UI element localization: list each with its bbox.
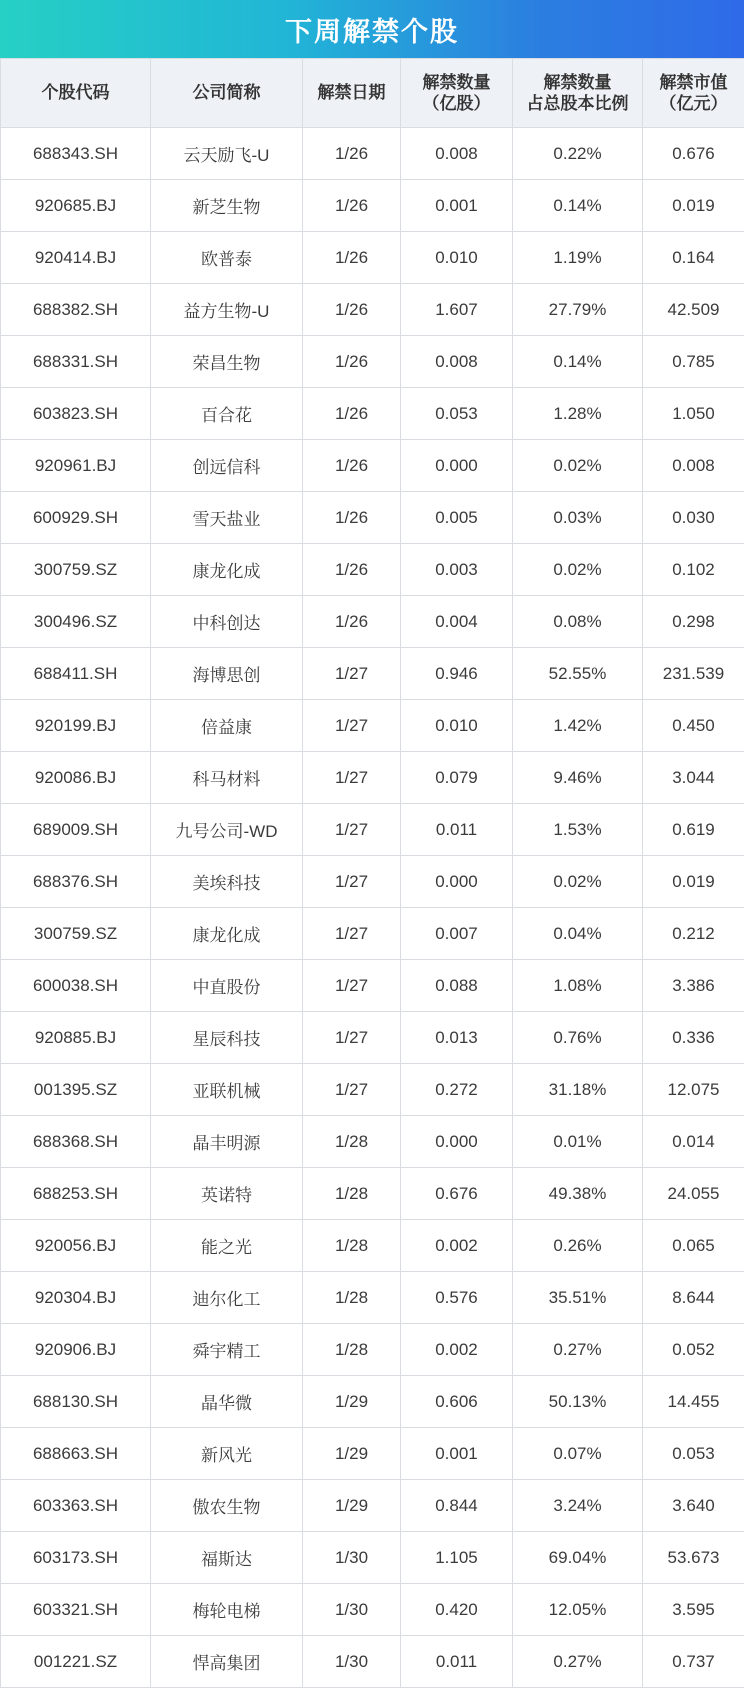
cell-unlock-market-value: 8.644 [643,1272,744,1324]
table-row [1,1376,744,1428]
cell-unlock-ratio: 3.24% [513,1480,643,1532]
cell-unlock-date: 1/29 [303,1376,401,1428]
page-title-bar [0,0,744,58]
table-row [1,700,744,752]
cell-company-name: 欧普泰 [151,232,303,284]
cell-unlock-quantity: 0.011 [401,1636,513,1688]
cell-unlock-quantity: 0.010 [401,232,513,284]
table-row [1,648,744,700]
cell-stock-code: 688411.SH [1,648,151,700]
cell-unlock-date: 1/28 [303,1220,401,1272]
cell-company-name: 科马材料 [151,752,303,804]
table-row [1,960,744,1012]
cell-stock-code: 688368.SH [1,1116,151,1168]
column-header-name-line1: 公司简称 [193,83,261,102]
cell-unlock-ratio: 0.02% [513,856,643,908]
table-row [1,804,744,856]
cell-unlock-quantity: 0.010 [401,700,513,752]
cell-stock-code: 688253.SH [1,1168,151,1220]
cell-company-name: 康龙化成 [151,908,303,960]
cell-unlock-quantity: 0.013 [401,1012,513,1064]
cell-unlock-market-value: 0.030 [643,492,744,544]
cell-unlock-quantity: 0.420 [401,1584,513,1636]
cell-unlock-ratio: 49.38% [513,1168,643,1220]
table-header [1,59,744,128]
table-row [1,1064,744,1116]
cell-unlock-date: 1/27 [303,908,401,960]
table-row [1,232,744,284]
column-header-code [1,59,151,128]
table-row [1,284,744,336]
cell-unlock-quantity: 0.004 [401,596,513,648]
cell-company-name: 梅轮电梯 [151,1584,303,1636]
table-row [1,388,744,440]
cell-unlock-market-value: 0.450 [643,700,744,752]
cell-unlock-ratio: 69.04% [513,1532,643,1584]
cell-company-name: 能之光 [151,1220,303,1272]
cell-unlock-market-value: 0.619 [643,804,744,856]
cell-unlock-market-value: 3.386 [643,960,744,1012]
table-row [1,1324,744,1376]
cell-stock-code: 603173.SH [1,1532,151,1584]
table-row [1,544,744,596]
cell-stock-code: 920906.BJ [1,1324,151,1376]
cell-unlock-ratio: 0.27% [513,1324,643,1376]
cell-unlock-quantity: 0.844 [401,1480,513,1532]
table-body [1,128,744,1688]
cell-unlock-date: 1/30 [303,1584,401,1636]
cell-unlock-ratio: 52.55% [513,648,643,700]
cell-unlock-date: 1/27 [303,804,401,856]
table-row [1,596,744,648]
cell-unlock-market-value: 0.019 [643,180,744,232]
cell-unlock-date: 1/26 [303,128,401,180]
cell-unlock-ratio: 1.08% [513,960,643,1012]
table-row [1,1584,744,1636]
cell-unlock-quantity: 0.000 [401,856,513,908]
cell-stock-code: 920086.BJ [1,752,151,804]
cell-unlock-quantity: 0.003 [401,544,513,596]
cell-stock-code: 920304.BJ [1,1272,151,1324]
cell-unlock-quantity: 0.001 [401,180,513,232]
cell-unlock-quantity: 0.000 [401,440,513,492]
cell-stock-code: 300759.SZ [1,908,151,960]
cell-unlock-market-value: 12.075 [643,1064,744,1116]
table-row [1,1168,744,1220]
table-row [1,440,744,492]
cell-company-name: 中科创达 [151,596,303,648]
cell-unlock-market-value: 0.065 [643,1220,744,1272]
cell-unlock-market-value: 3.640 [643,1480,744,1532]
column-header-value [643,59,744,128]
cell-company-name: 云天励飞-U [151,128,303,180]
page-title: 下周解禁个股 [285,10,459,49]
cell-unlock-market-value: 0.052 [643,1324,744,1376]
cell-unlock-market-value: 0.336 [643,1012,744,1064]
cell-unlock-quantity: 1.607 [401,284,513,336]
cell-stock-code: 688331.SH [1,336,151,388]
cell-company-name: 创远信科 [151,440,303,492]
table-row [1,752,744,804]
cell-unlock-market-value: 1.050 [643,388,744,440]
cell-unlock-quantity: 0.676 [401,1168,513,1220]
cell-unlock-market-value: 3.044 [643,752,744,804]
cell-unlock-date: 1/27 [303,960,401,1012]
table-row [1,336,744,388]
cell-unlock-ratio: 0.07% [513,1428,643,1480]
cell-company-name: 英诺特 [151,1168,303,1220]
cell-company-name: 舜宇精工 [151,1324,303,1376]
cell-unlock-ratio: 0.02% [513,440,643,492]
column-header-ratio-line2: 占总股本比例 [514,93,641,114]
cell-unlock-ratio: 31.18% [513,1064,643,1116]
cell-stock-code: 920056.BJ [1,1220,151,1272]
cell-unlock-ratio: 0.14% [513,336,643,388]
cell-stock-code: 688130.SH [1,1376,151,1428]
table-row [1,1636,744,1688]
cell-unlock-ratio: 0.22% [513,128,643,180]
cell-unlock-market-value: 0.737 [643,1636,744,1688]
cell-unlock-quantity: 0.946 [401,648,513,700]
column-header-value-line2: （亿元） [644,93,743,114]
cell-unlock-quantity: 0.000 [401,1116,513,1168]
cell-unlock-market-value: 42.509 [643,284,744,336]
cell-company-name: 九号公司-WD [151,804,303,856]
cell-stock-code: 300496.SZ [1,596,151,648]
table-row [1,128,744,180]
cell-company-name: 悍高集团 [151,1636,303,1688]
cell-unlock-date: 1/28 [303,1116,401,1168]
cell-unlock-quantity: 0.079 [401,752,513,804]
cell-unlock-quantity: 0.008 [401,128,513,180]
cell-unlock-date: 1/27 [303,1012,401,1064]
cell-stock-code: 688382.SH [1,284,151,336]
table-row [1,856,744,908]
cell-unlock-ratio: 0.26% [513,1220,643,1272]
table-row [1,1480,744,1532]
cell-unlock-quantity: 0.007 [401,908,513,960]
cell-company-name: 亚联机械 [151,1064,303,1116]
cell-company-name: 傲农生物 [151,1480,303,1532]
cell-unlock-market-value: 231.539 [643,648,744,700]
cell-stock-code: 603363.SH [1,1480,151,1532]
column-header-ratio-line1: 解禁数量 [544,73,612,92]
cell-unlock-ratio: 50.13% [513,1376,643,1428]
cell-stock-code: 920414.BJ [1,232,151,284]
cell-unlock-quantity: 1.105 [401,1532,513,1584]
cell-company-name: 康龙化成 [151,544,303,596]
cell-unlock-date: 1/30 [303,1636,401,1688]
cell-unlock-date: 1/26 [303,336,401,388]
unlock-stocks-table [0,58,744,1688]
cell-company-name: 雪天盐业 [151,492,303,544]
table-row [1,1272,744,1324]
column-header-value-line1: 解禁市值 [660,73,728,92]
cell-unlock-date: 1/26 [303,596,401,648]
cell-unlock-ratio: 0.08% [513,596,643,648]
cell-unlock-market-value: 0.164 [643,232,744,284]
cell-stock-code: 920685.BJ [1,180,151,232]
cell-unlock-quantity: 0.088 [401,960,513,1012]
cell-unlock-date: 1/28 [303,1324,401,1376]
cell-unlock-market-value: 0.053 [643,1428,744,1480]
column-header-quantity [401,59,513,128]
cell-unlock-market-value: 0.676 [643,128,744,180]
cell-unlock-ratio: 0.27% [513,1636,643,1688]
cell-company-name: 益方生物-U [151,284,303,336]
table-row [1,1116,744,1168]
cell-stock-code: 300759.SZ [1,544,151,596]
cell-unlock-ratio: 35.51% [513,1272,643,1324]
cell-unlock-date: 1/26 [303,544,401,596]
table-row [1,1220,744,1272]
cell-unlock-date: 1/26 [303,284,401,336]
cell-company-name: 美埃科技 [151,856,303,908]
cell-unlock-ratio: 0.01% [513,1116,643,1168]
cell-company-name: 倍益康 [151,700,303,752]
cell-unlock-date: 1/26 [303,388,401,440]
cell-company-name: 福斯达 [151,1532,303,1584]
cell-unlock-market-value: 0.298 [643,596,744,648]
cell-unlock-ratio: 0.03% [513,492,643,544]
cell-unlock-quantity: 0.576 [401,1272,513,1324]
cell-company-name: 荣昌生物 [151,336,303,388]
cell-unlock-market-value: 0.014 [643,1116,744,1168]
column-header-date [303,59,401,128]
cell-unlock-ratio: 0.14% [513,180,643,232]
cell-unlock-market-value: 14.455 [643,1376,744,1428]
column-header-ratio [513,59,643,128]
cell-company-name: 新风光 [151,1428,303,1480]
table-header-row [1,59,744,128]
cell-unlock-quantity: 0.272 [401,1064,513,1116]
cell-company-name: 星辰科技 [151,1012,303,1064]
cell-unlock-date: 1/26 [303,492,401,544]
cell-unlock-date: 1/27 [303,752,401,804]
table-row [1,908,744,960]
table-row [1,1428,744,1480]
cell-unlock-date: 1/29 [303,1428,401,1480]
cell-company-name: 中直股份 [151,960,303,1012]
cell-unlock-date: 1/27 [303,700,401,752]
column-header-code-line1: 个股代码 [42,83,110,102]
cell-unlock-market-value: 0.785 [643,336,744,388]
cell-company-name: 晶华微 [151,1376,303,1428]
cell-unlock-quantity: 0.053 [401,388,513,440]
column-header-name [151,59,303,128]
cell-unlock-ratio: 1.53% [513,804,643,856]
cell-unlock-date: 1/27 [303,1064,401,1116]
cell-unlock-quantity: 0.005 [401,492,513,544]
cell-stock-code: 603321.SH [1,1584,151,1636]
cell-company-name: 晶丰明源 [151,1116,303,1168]
column-header-date-line1: 解禁日期 [318,83,386,102]
cell-stock-code: 688663.SH [1,1428,151,1480]
cell-stock-code: 689009.SH [1,804,151,856]
cell-unlock-ratio: 0.02% [513,544,643,596]
cell-unlock-date: 1/26 [303,180,401,232]
cell-unlock-date: 1/27 [303,648,401,700]
cell-unlock-ratio: 0.76% [513,1012,643,1064]
cell-unlock-date: 1/26 [303,440,401,492]
cell-unlock-date: 1/27 [303,856,401,908]
cell-stock-code: 920961.BJ [1,440,151,492]
cell-stock-code: 603823.SH [1,388,151,440]
cell-unlock-date: 1/26 [303,232,401,284]
table-row [1,1012,744,1064]
cell-unlock-market-value: 0.212 [643,908,744,960]
cell-unlock-quantity: 0.008 [401,336,513,388]
column-header-quantity-line2: （亿股） [402,93,511,114]
cell-stock-code: 600038.SH [1,960,151,1012]
cell-stock-code: 600929.SH [1,492,151,544]
cell-unlock-ratio: 9.46% [513,752,643,804]
cell-unlock-market-value: 0.008 [643,440,744,492]
cell-unlock-date: 1/29 [303,1480,401,1532]
cell-unlock-market-value: 0.019 [643,856,744,908]
cell-stock-code: 688376.SH [1,856,151,908]
cell-unlock-ratio: 1.42% [513,700,643,752]
cell-unlock-quantity: 0.002 [401,1324,513,1376]
cell-stock-code: 001221.SZ [1,1636,151,1688]
cell-unlock-market-value: 3.595 [643,1584,744,1636]
cell-stock-code: 920199.BJ [1,700,151,752]
cell-company-name: 迪尔化工 [151,1272,303,1324]
cell-unlock-ratio: 1.28% [513,388,643,440]
cell-unlock-market-value: 53.673 [643,1532,744,1584]
cell-unlock-ratio: 1.19% [513,232,643,284]
cell-unlock-market-value: 0.102 [643,544,744,596]
cell-stock-code: 001395.SZ [1,1064,151,1116]
cell-unlock-quantity: 0.606 [401,1376,513,1428]
cell-unlock-ratio: 27.79% [513,284,643,336]
cell-stock-code: 920885.BJ [1,1012,151,1064]
cell-company-name: 海博思创 [151,648,303,700]
cell-stock-code: 688343.SH [1,128,151,180]
table-row [1,1532,744,1584]
cell-unlock-ratio: 0.04% [513,908,643,960]
cell-company-name: 新芝生物 [151,180,303,232]
cell-unlock-market-value: 24.055 [643,1168,744,1220]
cell-unlock-quantity: 0.011 [401,804,513,856]
cell-unlock-date: 1/28 [303,1168,401,1220]
cell-company-name: 百合花 [151,388,303,440]
table-row [1,180,744,232]
cell-unlock-quantity: 0.002 [401,1220,513,1272]
cell-unlock-ratio: 12.05% [513,1584,643,1636]
column-header-quantity-line1: 解禁数量 [423,73,491,92]
table-row [1,492,744,544]
cell-unlock-date: 1/28 [303,1272,401,1324]
cell-unlock-date: 1/30 [303,1532,401,1584]
cell-unlock-quantity: 0.001 [401,1428,513,1480]
